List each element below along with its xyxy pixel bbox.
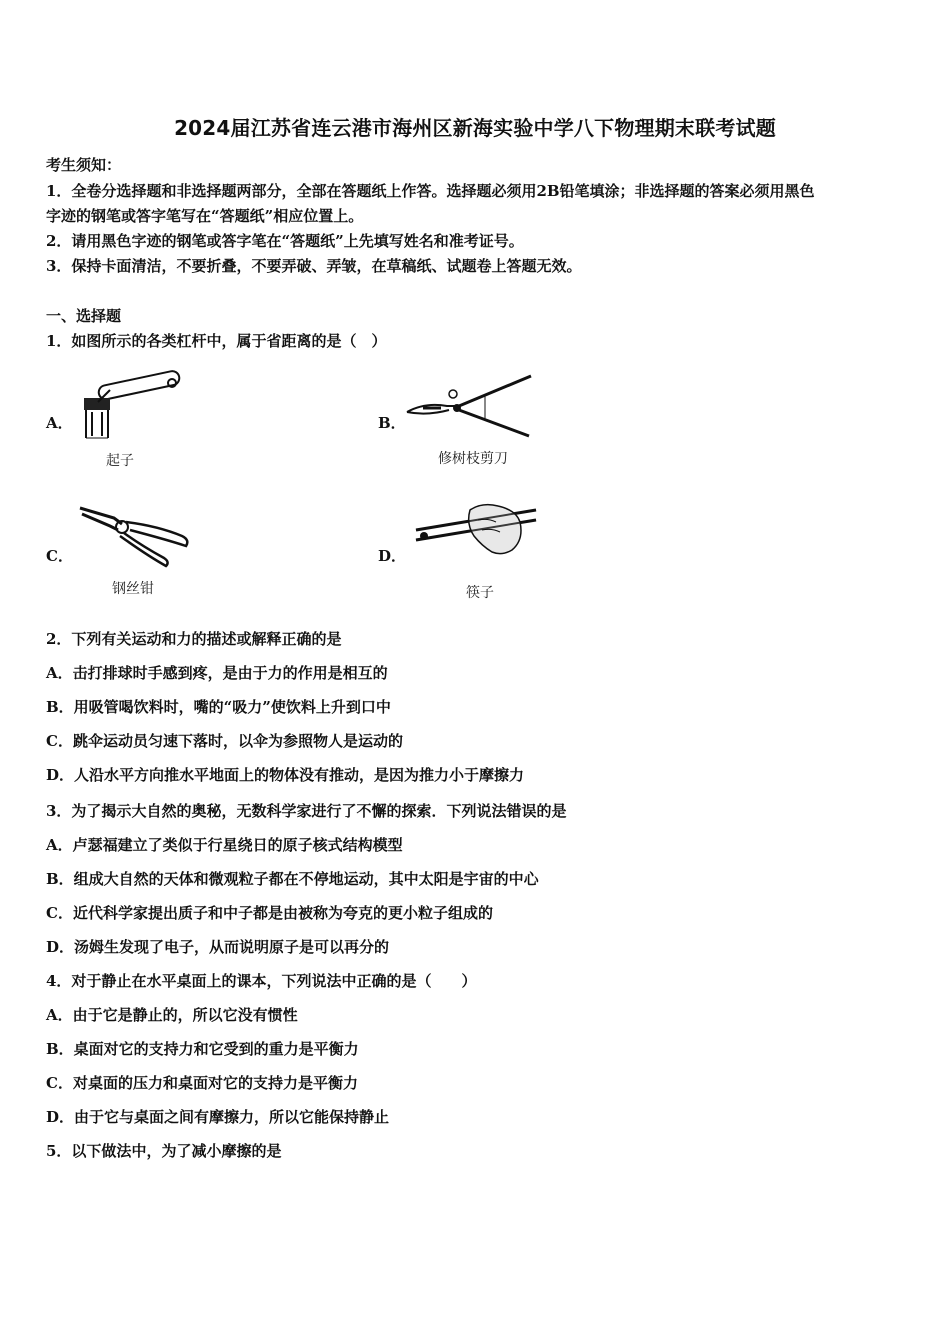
section-heading: 一、选择题	[46, 307, 122, 325]
q2-option-c: C．跳伞运动员匀速下落时，以伞为参照物人是运动的	[46, 732, 403, 750]
question-5-stem: 5．以下做法中，为了减小摩擦的是	[46, 1142, 282, 1160]
notice-item-2: 2．请用黑色字迹的钢笔或答字笔在“答题纸”上先填写姓名和准考证号。	[46, 232, 524, 250]
q2-option-d: D．人沿水平方向推水平地面上的物体没有推动，是因为推力小于摩擦力	[46, 766, 525, 784]
notice-heading: 考生须知：	[46, 156, 122, 174]
q2-option-b: B．用吸管喝饮料时，嘴的“吸力”使饮料上升到口中	[46, 698, 391, 716]
q1-option-c-caption: 钢丝钳	[112, 581, 154, 597]
q1-option-d-caption: 筷子	[466, 585, 494, 601]
q1-option-b-letter: B．	[378, 414, 406, 432]
bottle-opener-icon	[80, 372, 190, 444]
notice-item-1: 1．全卷分选择题和非选择题两部分，全部在答题纸上作答。选择题必须用2B铅笔填涂；非选择题的答案必须用黑色	[46, 182, 815, 200]
q4-option-b: B．桌面对它的支持力和它受到的重力是平衡力	[46, 1040, 359, 1058]
chopsticks-icon	[412, 500, 540, 560]
q3-option-b: B．组成大自然的天体和微观粒子都在不停地运动，其中太阳是宇宙的中心	[46, 870, 539, 888]
q1-option-a-letter: A．	[46, 414, 73, 432]
q2-option-a: A．击打排球时手感到疼，是由于力的作用是相互的	[46, 664, 388, 682]
notice-item-3: 3．保持卡面清洁，不要折叠，不要弄破、弄皱，在草稿纸、试题卷上答题无效。	[46, 257, 582, 275]
q4-option-d: D．由于它与桌面之间有摩擦力，所以它能保持静止	[46, 1108, 390, 1126]
page-title: 2024届江苏省连云港市海州区新海实验中学八下物理期末联考试题	[174, 116, 776, 140]
q3-option-c: C．近代科学家提出质子和中子都是由被称为夸克的更小粒子组成的	[46, 904, 493, 922]
question-2-stem: 2．下列有关运动和力的描述或解释正确的是	[46, 630, 342, 648]
pliers-icon	[78, 500, 194, 568]
question-3-stem: 3．为了揭示大自然的奥秘，无数科学家进行了不懈的探索．下列说法错误的是	[46, 802, 567, 820]
question-1-stem: 1．如图所示的各类杠杆中，属于省距离的是（ ）	[46, 332, 387, 350]
q4-option-a: A．由于它是静止的，所以它没有惯性	[46, 1006, 298, 1024]
q3-option-d: D．汤姆生发现了电子，从而说明原子是可以再分的	[46, 938, 390, 956]
q1-option-c-letter: C．	[46, 547, 73, 565]
q1-option-d-letter: D．	[378, 547, 407, 565]
q3-option-a: A．卢瑟福建立了类似于行星绕日的原子核式结构模型	[46, 836, 403, 854]
pruning-shears-icon	[405, 372, 535, 442]
question-4-stem: 4．对于静止在水平桌面上的课本，下列说法中正确的是（ ）	[46, 972, 477, 990]
q4-option-c: C．对桌面的压力和桌面对它的支持力是平衡力	[46, 1074, 358, 1092]
notice-item-1-cont: 字迹的钢笔或答字笔写在“答题纸”相应位置上。	[46, 207, 364, 225]
q1-option-b-caption: 修树枝剪刀	[438, 451, 508, 467]
q1-option-a-caption: 起子	[106, 453, 134, 469]
